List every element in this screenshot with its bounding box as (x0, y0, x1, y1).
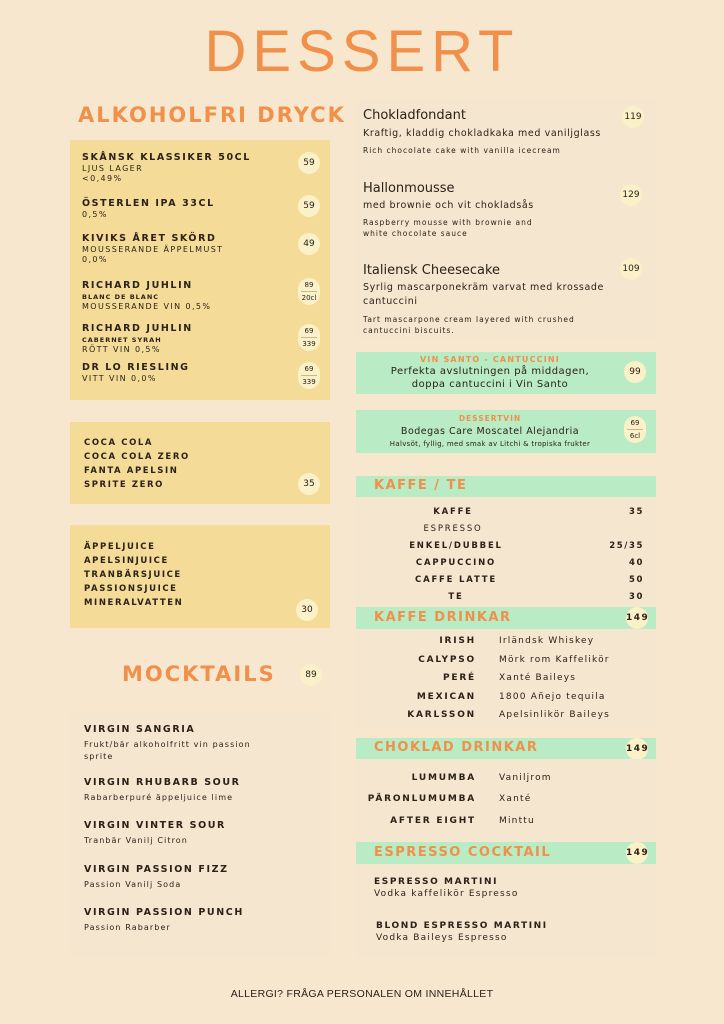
list-item: ÄPPELJUICE (84, 542, 156, 552)
list-item: DR LO RIESLING VITT VIN 0,0% (82, 362, 190, 383)
mocktails-heading: MOCKTAILS (122, 662, 276, 686)
price-badge: 89 20cl (298, 278, 320, 305)
list-item: IRISH Irländsk Whiskey (439, 636, 595, 646)
price-badge: 99 (624, 361, 646, 383)
vinsanto-box (356, 352, 656, 394)
list-item: RICHARD JUHLIN BLANC DE BLANC MOUSSERANDE VIN 0,5% (82, 280, 212, 311)
price-badge: 149 (626, 842, 648, 864)
list-item: VIRGIN RHUBARB SOUR Rabarberpuré äppeljuice lime (84, 777, 241, 802)
price-badge: 119 (622, 106, 644, 128)
juice-list (84, 540, 183, 610)
choklad-drinkar-box (356, 759, 656, 843)
kaffe-drinkar-box (356, 629, 656, 729)
price-badge: 109 (620, 258, 642, 280)
list-item: KIVIKS ÅRET SKÖRD MOUSSERANDE ÄPPELMUST 0,0% (82, 233, 224, 264)
list-item: MEXICAN 1800 Añejo tequila (416, 691, 606, 702)
price-badge: 129 (620, 184, 642, 206)
espresso-cocktail-heading: ESPRESSO COCKTAIL (374, 845, 552, 860)
list-item: RICHARD JUHLIN CABERNET SYRAH RÖTT VIN 0,5% (82, 323, 193, 354)
list-item: MINERALVATTEN (84, 598, 184, 608)
dessert-item: Italiensk Cheesecake Syrlig mascarponekräm varvat med krossade cantuccini Tart mascarpone cream layered with crushed cantuccini biscuits. (363, 263, 604, 335)
kaffe-box (356, 497, 656, 607)
list-item: CALYPSO Mörk rom Kaffelikör (418, 654, 610, 665)
soda-box (70, 422, 330, 504)
list-item: PÄRONLUMUMBA Xanté (367, 794, 532, 804)
list-item: ESPRESSO MARTINI Vodka kaffelikör Espresso (374, 877, 519, 899)
list-item: FANTA APELSIN (84, 466, 179, 476)
price-badge: 30 (296, 599, 318, 621)
list-item: VIRGIN SANGRIA Frukt/bär alkoholfritt vin passion sprite (84, 724, 251, 761)
page-title: DESSERT (204, 19, 520, 84)
alkoholfri-heading: ALKOHOLFRI DRYCK (78, 103, 346, 127)
desserts-box (356, 100, 656, 338)
price-badge: 59 (298, 195, 320, 217)
list-item: VIRGIN PASSION FIZZ Passion Vanilj Soda (84, 864, 229, 889)
espresso-cocktail-box (356, 864, 656, 958)
list-item: KARLSSON Apelsinlikör Baileys (407, 710, 611, 720)
choklad-drinkar-header (356, 738, 656, 759)
list-item: COCA COLA (84, 438, 154, 448)
list-item: ÖSTERLEN IPA 33CL 0,5% (82, 198, 215, 219)
dessertvin-line1: Bodegas Care Moscatel Alejandria (400, 426, 580, 437)
kaffe-drinkar-header (356, 607, 656, 629)
espresso-cocktail-header (356, 842, 656, 864)
list-item: COCA COLA ZERO (84, 452, 190, 462)
dessert-item: Hallonmousse med brownie och vit chokladsås Raspberry mousse with brownie and white chocolate sauce (363, 181, 534, 238)
list-item: ESPRESSO (423, 524, 483, 534)
list-item: SPRITE ZERO (84, 480, 164, 490)
dessert-item: Chokladfondant Kraftig, kladdig chokladkaka med vaniljglass Rich chocolate cake with vanilla icecream (363, 108, 601, 155)
alkoholfri-box (70, 140, 330, 400)
price-badge: 59 (298, 152, 320, 174)
kaffe-drinkar-heading: KAFFE DRINKAR (374, 610, 512, 625)
list-item: APELSINJUICE (84, 556, 169, 566)
vinsanto-line1: Perfekta avslutningen på middagen, (390, 366, 590, 377)
dessertvin-line2: Halvsöt, fyllig, med smak av Litchi & tropiska frukter (389, 440, 591, 448)
list-item: KAFFE 35 (433, 507, 644, 517)
list-item: SKÅNSK KLASSIKER 50CL LJUS LAGER <0,49% (82, 152, 251, 183)
mocktails-box (70, 712, 330, 958)
list-item: CAFFE LATTE 50 (415, 575, 644, 585)
allergy-footer: ALLERGI? FRÅGA PERSONALEN OM INNEHÅLLET (230, 988, 494, 1000)
list-item: PERÉ Xanté Baileys (442, 673, 577, 683)
price-badge: 69 339 (298, 324, 320, 351)
list-item: ENKEL/DUBBEL 25/35 (409, 541, 644, 551)
soda-list (84, 436, 190, 492)
price-badge: 69 339 (298, 362, 320, 389)
kaffe-heading: KAFFE / TE (374, 478, 468, 493)
list-item: LUMUMBA Vaniljrom (411, 773, 552, 783)
price-badge: 89 (300, 664, 322, 686)
list-item: VIRGIN PASSION PUNCH Passion Rabarber (84, 907, 244, 932)
price-badge: 149 (626, 607, 648, 629)
juice-box (70, 525, 330, 628)
list-item: PASSIONSJUICE (84, 584, 178, 594)
list-item: CAPPUCCINO 40 (415, 558, 644, 568)
list-item: VIRGIN VINTER SOUR Tranbär Vanilj Citron (84, 820, 226, 845)
vinsanto-line2: doppa cantuccini i Vin Santo (411, 379, 569, 390)
list-item: TE 30 (448, 592, 644, 602)
list-item: AFTER EIGHT Minttu (390, 816, 535, 826)
choklad-drinkar-heading: CHOKLAD DRINKAR (374, 740, 539, 755)
vinsanto-heading: VIN SANTO - CANTUCCINI (420, 355, 560, 364)
dessertvin-box (356, 410, 656, 453)
kaffe-header (356, 476, 656, 497)
price-badge: 149 (626, 738, 648, 760)
price-badge: 49 (298, 233, 320, 255)
dessertvin-heading: DESSERTVIN (458, 414, 522, 423)
list-item: TRANBÄRSJUICE (84, 570, 182, 580)
price-badge: 35 (298, 473, 320, 495)
list-item: BLOND ESPRESSO MARTINI Vodka Baileys Espresso (376, 921, 548, 943)
price-badge: 69 6cl (624, 416, 646, 443)
kaffe-list (356, 507, 656, 609)
kaffe-drinkar-list (356, 636, 656, 729)
